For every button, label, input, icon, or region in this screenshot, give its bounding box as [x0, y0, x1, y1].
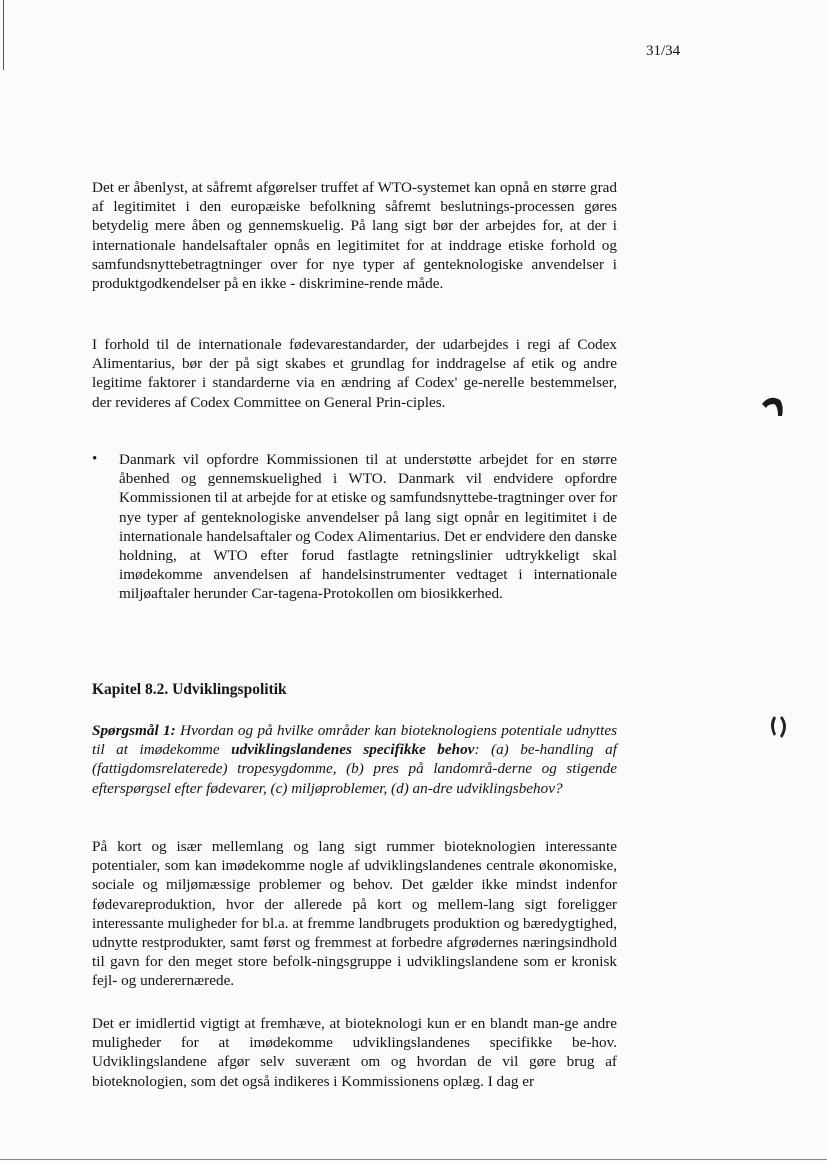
scan-left-edge	[3, 0, 4, 70]
question-text-before: Hvordan og på hvilke områder kan bioteknologiens potentiale udnyttes til at imødekomme	[92, 722, 617, 759]
section-heading: Kapitel 8.2. Udviklingspolitik	[92, 681, 287, 698]
bullet-symbol: •	[92, 451, 98, 467]
scan-mark-lower	[764, 712, 794, 742]
scan-bottom-edge	[0, 1159, 827, 1160]
paragraph-1: Det er åbenlyst, at såfremt afgørelser truffet af WTO-systemet kan opnå en større grad af legitimitet i den europæiske befolkning såfremt beslutnings-processen gøres betydelig mere åben og gennemskuelig. På lang sigt bør der arbejdes for, at der i internationale handelsaftaler opnås en legitimitet for at inddrage etiske forhold og samfundsnyttebetragtninger over for nye typer af genteknologiske anvendelser i produktgodkendelser på en ikke - diskrimine-rende måde.	[92, 179, 617, 293]
question-1	[92, 721, 617, 798]
scan-mark-upper	[758, 392, 788, 422]
bullet-text: Danmark vil opfordre Kommissionen til at understøtte arbejdet for en større åbenhed og gennemskuelighed i WTO. Danmark vil endvidere opfordre Kommissionen til at arbejde for at etiske og samfundsnyttebe-tragtninger over for nye typer af genteknologiske anvendelser på lang sigt opnår en legitimitet i de internationale handelsaftaler og Codex Alimentarius. Det er endvidere den danske holdning, at WTO efter forud fastlagte retningslinier udtrykkeligt skal imødekomme anvendelsen af handelsinstrumenter vedtaget i internationale miljøaftaler herunder Car-tagena-Protokollen om biosikkerhed.	[119, 451, 617, 603]
paragraph-3: På kort og især mellemlang og lang sigt rummer bioteknologien interessante potentialer, som kan imødekomme nogle af udviklingslandenes centrale økonomiske, sociale og miljømæssige problemer og behov. Det gælder ikke mindst indenfor fødevareproduktion, hvor der allerede på kort og mellem-lang sigt foreligger interessante muligheder for bl.a. at fremme landbrugets produktion og bæredygtighed, udnytte restprodukter, samt først og fremmest at forbedre afgrødernes næringsindhold til gavn for den meget store befolk-ningsgruppe i udviklingslandene som er kronisk fejl- og underernærede.	[92, 838, 617, 990]
question-emphasis: udviklingslandenes specifikke behov	[231, 741, 475, 759]
paragraph-2: I forhold til de internationale fødevarestandarder, der udarbejdes i regi af Codex Alimentarius, bør der på sigt skabes et grundlag for inddragelse af etik og andre legitime faktorer i standarderne via en ændring af Codex' ge-nerelle bestemmelser, der revideres af Codex Committee on General Prin-ciples.	[92, 336, 617, 411]
question-label: Spørgsmål 1:	[92, 722, 176, 739]
page-number: 31/34	[646, 43, 681, 59]
question-text-after: : (a) be-handling af (fattigdomsrelaterede) tropesygdomme, (b) pres på landområ-derne og stigende efterspørgsel efter fødevarer, (c) miljøproblemer, (d) an-dre udviklingsbehov?	[92, 741, 617, 797]
paragraph-4: Det er imidlertid vigtigt at fremhæve, at bioteknologi kun er en blandt man-ge andre muligheder for at imødekomme udviklingslandenes specifikke be-hov. Udviklingslandene afgør selv suverænt om og hvordan de vil gøre brug af bioteknologien, som det også indikeres i Kommissionens oplæg. I dag er	[92, 1015, 617, 1090]
